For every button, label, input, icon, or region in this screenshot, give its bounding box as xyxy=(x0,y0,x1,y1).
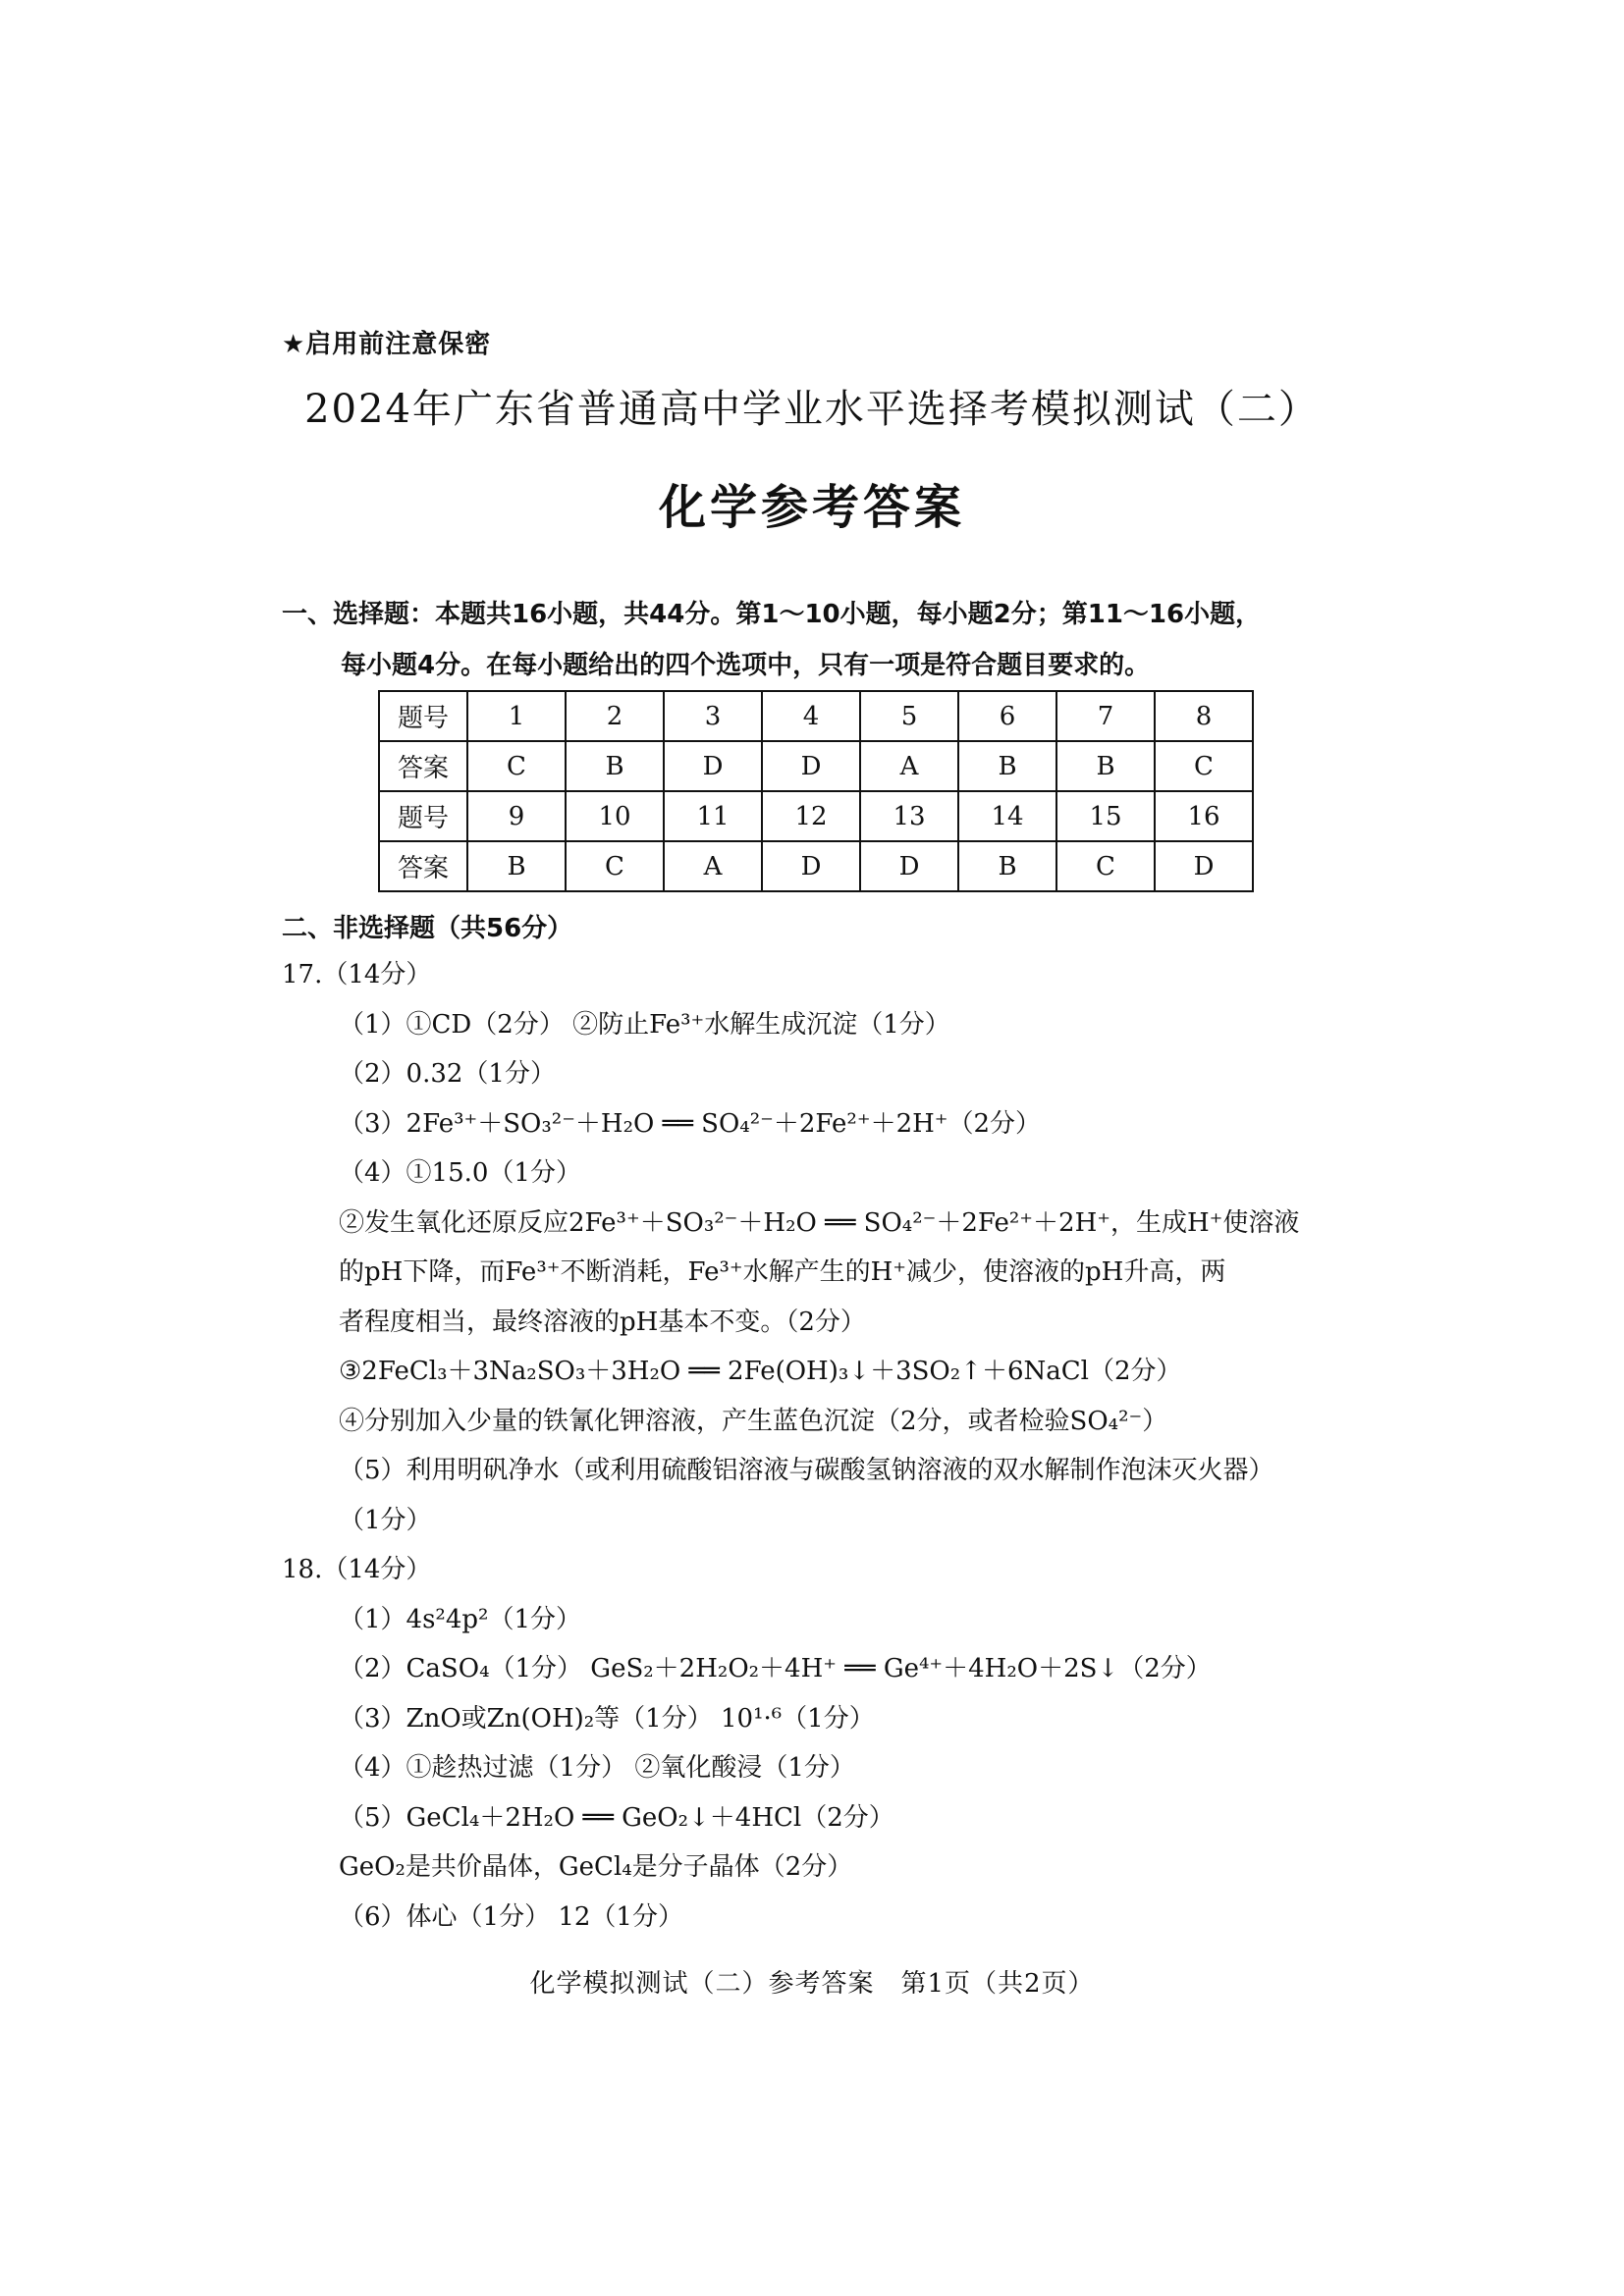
answer-line: 者程度相当，最终溶液的pH基本不变。（2分） xyxy=(339,1307,866,1337)
answer-line: （1）①CD（2分） ②防止Fe³⁺水解生成沉淀（1分） xyxy=(339,1009,950,1040)
table-cell: D xyxy=(762,741,860,791)
answer-line: （4）①趁热过滤（1分） ②氧化酸浸（1分） xyxy=(339,1753,855,1783)
table-cell: 4 xyxy=(762,691,860,741)
table-cell: B xyxy=(1056,741,1155,791)
table-row-header: 答案 xyxy=(379,841,467,891)
table-cell: 8 xyxy=(1155,691,1253,741)
table-cell: 14 xyxy=(958,791,1056,841)
table-cell: 1 xyxy=(467,691,566,741)
table-row xyxy=(379,691,1253,741)
table-cell: C xyxy=(1155,741,1253,791)
answer-line: （2）CaSO₄（1分） GeS₂＋2H₂O₂＋4H⁺ ══ Ge⁴⁺＋4H₂O＋2S↓（2分） xyxy=(339,1654,1212,1683)
answer-table xyxy=(378,690,1254,892)
answer-line: ④分别加入少量的铁氰化钾溶液，产生蓝色沉淀（2分，或者检验SO₄²⁻） xyxy=(339,1406,1168,1436)
table-cell: A xyxy=(860,741,958,791)
answer-line: （2）0.32（1分） xyxy=(339,1059,556,1089)
answer-line: （4）①15.0（1分） xyxy=(339,1158,581,1188)
table-cell: A xyxy=(664,841,762,891)
table-cell: B xyxy=(958,741,1056,791)
section-1-instructions xyxy=(282,589,1362,691)
answer-line: （1）4s²4p²（1分） xyxy=(339,1604,582,1634)
table-cell: D xyxy=(664,741,762,791)
table-cell: 13 xyxy=(860,791,958,841)
answer-line: （1分） xyxy=(339,1505,432,1535)
answer-body xyxy=(282,950,1372,1942)
table-cell: 6 xyxy=(958,691,1056,741)
table-row xyxy=(379,841,1253,891)
section-1-line-2: 每小题4分。在每小题给出的四个选项中，只有一项是符合题目要求的。 xyxy=(341,651,1151,680)
table-cell: 9 xyxy=(467,791,566,841)
table-cell: B xyxy=(566,741,664,791)
table-cell: C xyxy=(467,741,566,791)
answer-line: （6）体心（1分） 12（1分） xyxy=(339,1901,683,1932)
table-cell: 12 xyxy=(762,791,860,841)
page-title: 2024年广东省普通高中学业水平选择考模拟测试（二） xyxy=(304,387,1320,432)
answer-line: ③2FeCl₃＋3Na₂SO₃＋3H₂O ══ 2Fe(OH)₃↓＋3SO₂↑＋6NaCl（2分） xyxy=(339,1357,1182,1386)
confidential-notice: ★启用前注意保密 xyxy=(282,330,492,359)
table-cell: 11 xyxy=(664,791,762,841)
answer-line: （5）利用明矾净水（或利用硫酸铝溶液与碳酸氢钠溶液的双水解制作泡沫灭火器） xyxy=(339,1456,1274,1485)
table-cell: D xyxy=(1155,841,1253,891)
table-cell: 10 xyxy=(566,791,664,841)
table-row-header: 题号 xyxy=(379,691,467,741)
question-heading: 18.（14分） xyxy=(282,1555,432,1584)
answer-line: 的pH下降，而Fe³⁺不断消耗，Fe³⁺水解产生的H⁺减少，使溶液的pH升高，两 xyxy=(339,1257,1226,1287)
answer-line: ②发生氧化还原反应2Fe³⁺＋SO₃²⁻＋H₂O ══ SO₄²⁻＋2Fe²⁺＋2H⁺，生成H⁺使溶液 xyxy=(339,1207,1300,1238)
table-cell: B xyxy=(467,841,566,891)
table-cell: 16 xyxy=(1155,791,1253,841)
table-cell: C xyxy=(1056,841,1155,891)
page-subtitle: 化学参考答案 xyxy=(658,480,965,535)
section-1-line-1: 一、选择题：本题共16小题，共44分。第1～10小题，每小题2分；第11～16小题， xyxy=(282,600,1262,629)
section-2-title: 二、非选择题（共56分） xyxy=(282,914,573,943)
table-cell: C xyxy=(566,841,664,891)
table-row xyxy=(379,741,1253,791)
table-cell: 15 xyxy=(1056,791,1155,841)
table-row xyxy=(379,791,1253,841)
table-cell: 3 xyxy=(664,691,762,741)
page-footer: 化学模拟测试（二）参考答案 第1页（共2页） xyxy=(529,1969,1095,1999)
table-row-header: 答案 xyxy=(379,741,467,791)
table-cell: 5 xyxy=(860,691,958,741)
answer-line: （3）ZnO或Zn(OH)₂等（1分） 10¹·⁶（1分） xyxy=(339,1703,875,1734)
question-heading: 17.（14分） xyxy=(282,960,432,989)
table-cell: D xyxy=(762,841,860,891)
answer-line: （5）GeCl₄＋2H₂O ══ GeO₂↓＋4HCl（2分） xyxy=(339,1802,894,1833)
table-cell: D xyxy=(860,841,958,891)
table-cell: 2 xyxy=(566,691,664,741)
table-row-header: 题号 xyxy=(379,791,467,841)
answer-line: GeO₂是共价晶体，GeCl₄是分子晶体（2分） xyxy=(339,1852,853,1882)
table-cell: B xyxy=(958,841,1056,891)
table-cell: 7 xyxy=(1056,691,1155,741)
answer-line: （3）2Fe³⁺＋SO₃²⁻＋H₂O ══ SO₄²⁻＋2Fe²⁺＋2H⁺（2分） xyxy=(339,1108,1042,1139)
